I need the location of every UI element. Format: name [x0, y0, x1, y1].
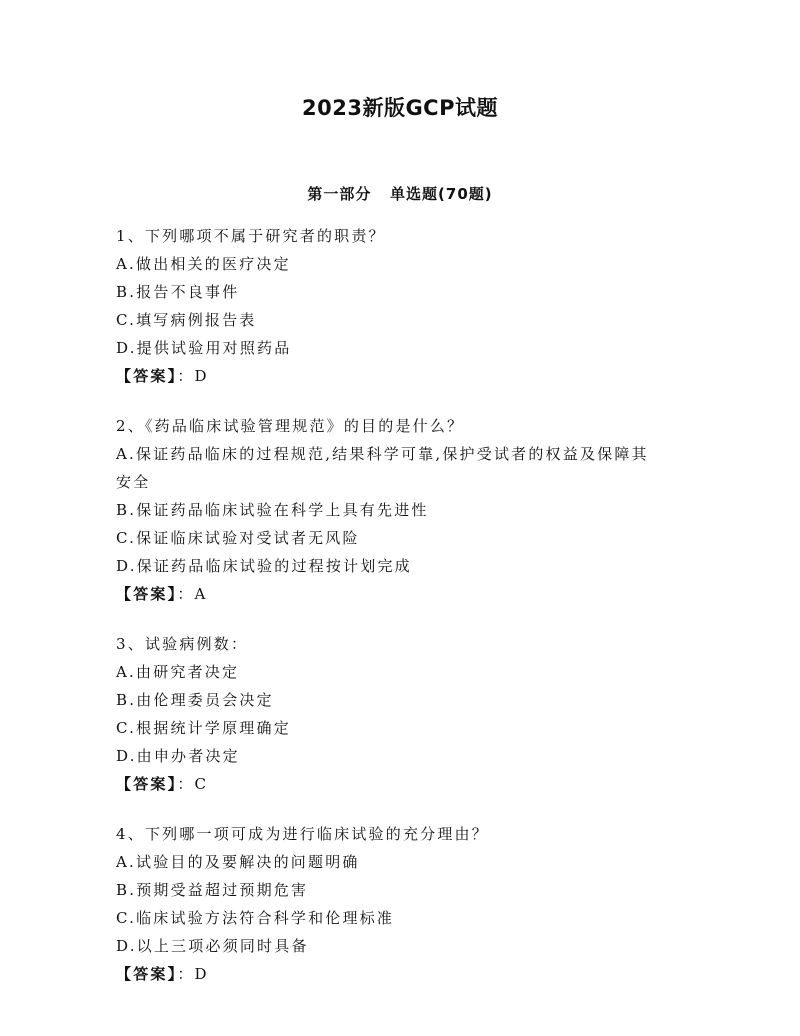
answer-separator: ： [177, 367, 195, 385]
answer-value: C [194, 775, 209, 793]
answer-label: 【答案】 [116, 367, 178, 385]
answer-line [116, 960, 676, 988]
option-b: B.预期受益超过预期危害 [116, 881, 309, 899]
answer-line [116, 362, 676, 390]
option-c: C.填写病例报告表 [116, 311, 257, 329]
answer-value: A [194, 585, 208, 603]
document-title: 2023新版GCP试题 [302, 96, 498, 120]
option-a: A.由研究者决定 [116, 663, 240, 681]
question-stem: 2、《药品临床试验管理规范》的目的是什么？ [116, 417, 465, 435]
option-d: D.以上三项必须同时具备 [116, 937, 309, 955]
question-block [116, 412, 676, 608]
answer-label: 【答案】 [116, 965, 178, 983]
question-block [116, 630, 676, 798]
option-c: C.根据统计学原理确定 [116, 719, 291, 737]
option-b: B.由伦理委员会决定 [116, 691, 274, 709]
answer-value: D [194, 965, 209, 983]
answer-label: 【答案】 [116, 775, 178, 793]
answer-label: 【答案】 [116, 585, 178, 603]
question-block [116, 222, 676, 390]
option-c: C.保证临床试验对受试者无风险 [116, 529, 360, 547]
answer-line [116, 770, 676, 798]
option-b: B.保证药品临床试验在科学上具有先进性 [116, 501, 429, 519]
answer-separator: ： [177, 775, 195, 793]
option-c: C.临床试验方法符合科学和伦理标准 [116, 909, 395, 927]
option-a: A.保证药品临床的过程规范,结果科学可靠,保护受试者的权益及保障其安全 [116, 445, 649, 491]
answer-value: D [194, 367, 209, 385]
section-title: 第一部分 单选题(70题) [307, 185, 493, 203]
option-d: D.由申办者决定 [116, 747, 240, 765]
option-a: A.做出相关的医疗决定 [116, 255, 291, 273]
option-a: A.试验目的及要解决的问题明确 [116, 853, 360, 871]
question-stem: 4、下列哪一项可成为进行临床试验的充分理由？ [116, 825, 489, 843]
option-d: D.提供试验用对照药品 [116, 339, 292, 357]
question-stem: 3、试验病例数： [116, 635, 249, 653]
option-d: D.保证药品临床试验的过程按计划完成 [116, 557, 412, 575]
answer-separator: ： [177, 965, 195, 983]
answer-line [116, 580, 676, 608]
question-stem: 1、下列哪项不属于研究者的职责？ [116, 227, 386, 245]
answer-separator: ： [177, 585, 195, 603]
question-list [116, 222, 676, 1010]
option-b: B.报告不良事件 [116, 283, 240, 301]
question-block [116, 820, 676, 988]
